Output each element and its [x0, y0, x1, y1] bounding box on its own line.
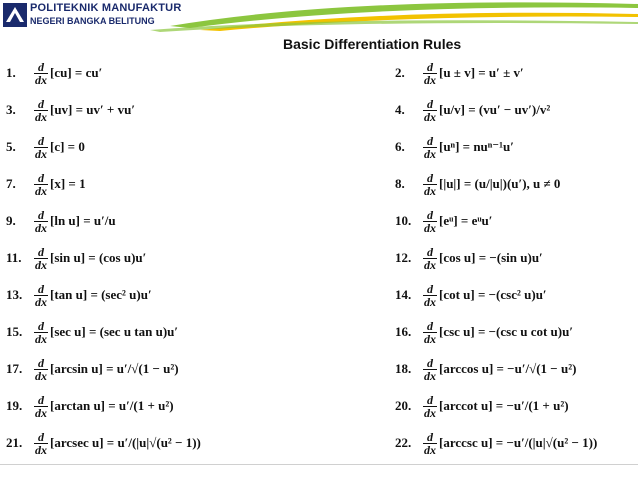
- operator-denominator: dx: [424, 331, 436, 346]
- rule-number: 10.: [395, 213, 412, 228]
- operator-numerator: d: [427, 96, 433, 111]
- brand-name: POLITEKNIK MANUFAKTUR: [30, 2, 182, 14]
- rule-expression: [u/v] = (vu′ − uv′)/v²: [439, 102, 551, 117]
- rule-expression: [ln u] = u′/u: [50, 213, 116, 228]
- operator-denominator: dx: [35, 72, 47, 87]
- operator-numerator: d: [38, 429, 44, 444]
- rule-number: 5.: [6, 139, 16, 154]
- rule-expression: [eᵘ] = eᵘu′: [439, 213, 493, 228]
- operator-denominator: dx: [35, 442, 47, 457]
- rule-expression: [cu] = cu′: [50, 65, 103, 80]
- derivative-operator: [34, 172, 48, 197]
- rule-expression: [arccos u] = −u′/√(1 − u²): [439, 361, 577, 376]
- rule-expression: [u ± v] = u′ ± v′: [439, 65, 524, 80]
- operator-numerator: d: [38, 392, 44, 407]
- operator-numerator: d: [38, 355, 44, 370]
- derivative-operator: [34, 320, 48, 345]
- operator-denominator: dx: [424, 183, 436, 198]
- operator-denominator: dx: [35, 405, 47, 420]
- rule-1: [6, 56, 102, 90]
- operator-numerator: d: [427, 392, 433, 407]
- derivative-operator: [34, 283, 48, 308]
- operator-numerator: d: [427, 318, 433, 333]
- derivative-operator: [34, 357, 48, 382]
- rule-expression: [csc u] = −(csc u cot u)u′: [439, 324, 574, 339]
- operator-denominator: dx: [35, 331, 47, 346]
- rule-number: 20.: [395, 398, 412, 413]
- derivative-operator: [34, 209, 48, 234]
- operator-numerator: d: [427, 207, 433, 222]
- rule-number: 14.: [395, 287, 412, 302]
- rule-21: [6, 426, 201, 460]
- rule-expression: [x] = 1: [50, 176, 86, 191]
- rule-expression: [|u|] = (u/|u|)(u′), u ≠ 0: [439, 176, 561, 191]
- derivative-operator: [34, 431, 48, 456]
- rule-number: 3.: [6, 102, 16, 117]
- rule-number: 8.: [395, 176, 405, 191]
- operator-numerator: d: [38, 207, 44, 222]
- derivative-operator: [423, 61, 437, 86]
- rule-expression: [uv] = uv′ + vu′: [50, 102, 135, 117]
- divider: [0, 464, 638, 465]
- operator-denominator: dx: [424, 220, 436, 235]
- rule-12: [395, 241, 543, 275]
- rule-expression: [c] = 0: [50, 139, 85, 154]
- rule-number: 15.: [6, 324, 23, 339]
- rule-number: 1.: [6, 65, 16, 80]
- rule-22: [395, 426, 597, 460]
- rule-9: [6, 204, 116, 238]
- rule-17: [6, 352, 179, 386]
- operator-denominator: dx: [424, 405, 436, 420]
- rule-expression: [sin u] = (cos u)u′: [50, 250, 147, 265]
- rule-number: 2.: [395, 65, 405, 80]
- rule-number: 18.: [395, 361, 412, 376]
- operator-numerator: d: [427, 133, 433, 148]
- derivative-operator: [423, 394, 437, 419]
- rule-number: 22.: [395, 435, 412, 450]
- operator-numerator: d: [427, 244, 433, 259]
- rule-3: [6, 93, 135, 127]
- rule-number: 9.: [6, 213, 16, 228]
- header-banner: [0, 0, 638, 34]
- operator-denominator: dx: [35, 146, 47, 161]
- operator-numerator: d: [38, 318, 44, 333]
- operator-numerator: d: [38, 96, 44, 111]
- rule-expression: [cot u] = −(csc² u)u′: [439, 287, 547, 302]
- rule-expression: [tan u] = (sec² u)u′: [50, 287, 152, 302]
- rule-number: 12.: [395, 250, 412, 265]
- operator-denominator: dx: [35, 294, 47, 309]
- derivative-operator: [423, 246, 437, 271]
- rule-expression: [arccsc u] = −u′/(|u|√(u² − 1)): [439, 435, 598, 450]
- operator-numerator: d: [38, 133, 44, 148]
- brand-subtitle: NEGERI BANGKA BELITUNG: [30, 16, 155, 26]
- decorative-swoosh: [150, 0, 638, 34]
- operator-numerator: d: [427, 355, 433, 370]
- operator-denominator: dx: [35, 220, 47, 235]
- rule-5: [6, 130, 85, 164]
- rule-7: [6, 167, 86, 201]
- rule-number: 21.: [6, 435, 23, 450]
- rule-11: [6, 241, 146, 275]
- operator-numerator: d: [427, 170, 433, 185]
- derivative-operator: [423, 431, 437, 456]
- operator-numerator: d: [38, 244, 44, 259]
- operator-denominator: dx: [35, 109, 47, 124]
- rule-expression: [arcsec u] = u′/(|u|√(u² − 1)): [50, 435, 201, 450]
- derivative-operator: [423, 135, 437, 160]
- rule-18: [395, 352, 576, 386]
- derivative-operator: [423, 357, 437, 382]
- rule-10: [395, 204, 492, 238]
- operator-denominator: dx: [35, 183, 47, 198]
- rule-4: [395, 93, 550, 127]
- operator-denominator: dx: [424, 146, 436, 161]
- page-title: Basic Differentiation Rules: [283, 36, 462, 52]
- rule-number: 11.: [6, 250, 22, 265]
- derivative-operator: [423, 320, 437, 345]
- derivative-operator: [34, 135, 48, 160]
- derivative-operator: [34, 246, 48, 271]
- rule-number: 4.: [395, 102, 405, 117]
- rule-expression: [arcsin u] = u′/√(1 − u²): [50, 361, 179, 376]
- operator-numerator: d: [427, 429, 433, 444]
- operator-numerator: d: [38, 281, 44, 296]
- derivative-operator: [423, 98, 437, 123]
- rule-16: [395, 315, 573, 349]
- rule-expression: [uⁿ] = nuⁿ⁻¹u′: [439, 139, 514, 154]
- derivative-operator: [34, 98, 48, 123]
- derivative-operator: [34, 61, 48, 86]
- rule-6: [395, 130, 514, 164]
- operator-denominator: dx: [424, 368, 436, 383]
- operator-numerator: d: [427, 59, 433, 74]
- derivative-operator: [34, 394, 48, 419]
- rule-13: [6, 278, 152, 312]
- rule-expression: [arctan u] = u′/(1 + u²): [50, 398, 174, 413]
- rule-19: [6, 389, 174, 423]
- operator-denominator: dx: [424, 109, 436, 124]
- operator-numerator: d: [427, 281, 433, 296]
- rule-number: 6.: [395, 139, 405, 154]
- operator-numerator: d: [38, 170, 44, 185]
- rule-expression: [arccot u] = −u′/(1 + u²): [439, 398, 569, 413]
- rule-8: [395, 167, 560, 201]
- operator-denominator: dx: [424, 442, 436, 457]
- derivative-operator: [423, 172, 437, 197]
- operator-denominator: dx: [35, 368, 47, 383]
- operator-denominator: dx: [424, 294, 436, 309]
- rule-number: 16.: [395, 324, 412, 339]
- rule-2: [395, 56, 524, 90]
- rule-expression: [cos u] = −(sin u)u′: [439, 250, 543, 265]
- rule-14: [395, 278, 547, 312]
- rule-expression: [sec u] = (sec u tan u)u′: [50, 324, 179, 339]
- rule-15: [6, 315, 178, 349]
- operator-denominator: dx: [35, 257, 47, 272]
- logo-icon: [2, 2, 28, 28]
- derivative-operator: [423, 283, 437, 308]
- derivative-operator: [423, 209, 437, 234]
- operator-denominator: dx: [424, 257, 436, 272]
- rule-number: 7.: [6, 176, 16, 191]
- operator-denominator: dx: [424, 72, 436, 87]
- rule-number: 19.: [6, 398, 23, 413]
- operator-numerator: d: [38, 59, 44, 74]
- rule-number: 17.: [6, 361, 23, 376]
- rule-20: [395, 389, 569, 423]
- rule-number: 13.: [6, 287, 23, 302]
